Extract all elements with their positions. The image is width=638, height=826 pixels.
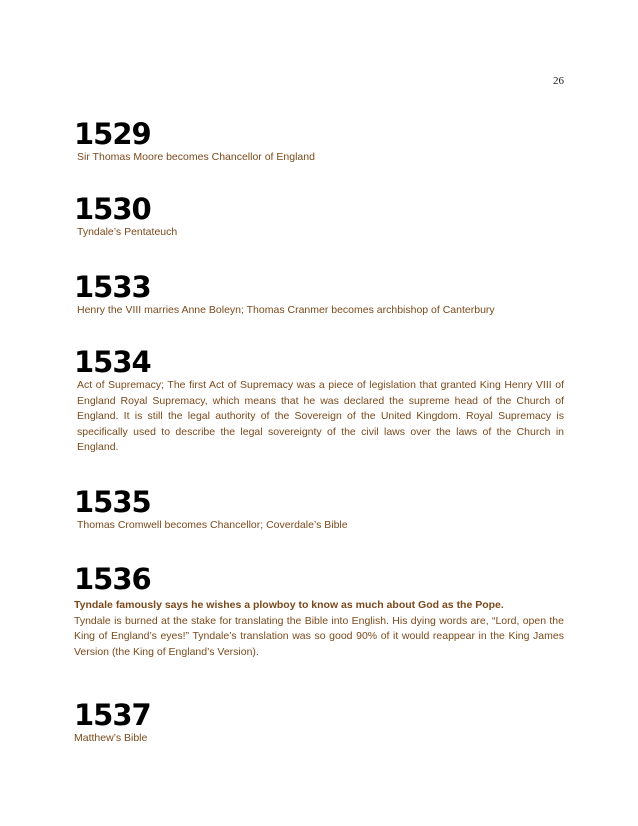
entry-year: 1535 [74, 485, 151, 519]
timeline-entry-1535 [74, 487, 564, 534]
timeline-entry-1537 [74, 700, 564, 747]
entry-year: 1530 [74, 192, 151, 226]
entry-year: 1534 [74, 345, 151, 379]
entry-description: Matthew’s Bible [74, 732, 148, 744]
entry-description: Tyndale’s Pentateuch [77, 226, 178, 238]
entry-year: 1533 [74, 270, 151, 304]
entry-year: 1536 [74, 562, 151, 596]
timeline-entry-1530 [74, 194, 564, 241]
entry-description: Act of Supremacy; The first Act of Supremacy was a piece of legislation that granted King Henry VIII of England Royal Supremacy, which means that he was declared the supreme head of the Church of England. It is still the legal authority of the Sovereign of the United Kingdom. Royal Supremacy is specifically used to describe the legal sovereignty of the civil laws over the laws of the Church in England. [77, 379, 564, 453]
timeline-entry-1534 [74, 347, 564, 456]
page-number: 26 [553, 75, 564, 87]
entry-description: Thomas Cromwell becomes Chancellor; Coverdale’s Bible [77, 519, 348, 531]
entry-description: Henry the VIII marries Anne Boleyn; Thomas Cranmer becomes archbishop of Canterbury [77, 304, 495, 316]
entry-year: 1529 [74, 117, 151, 151]
timeline-entry-1529 [74, 119, 564, 166]
entry-year: 1537 [74, 698, 151, 732]
timeline-entry-1533 [74, 272, 564, 319]
entry-quote: Tyndale famously says he wishes a plowboy to know as much about God as the Pope. [74, 599, 504, 611]
entry-description: Tyndale is burned at the stake for translating the Bible into English. His dying words are, “Lord, open the King of England’s eyes!” Tyndale’s translation was so good 90% of it would reappear in the King James Version (the King of England’s Version). [74, 614, 564, 658]
entry-description: Sir Thomas Moore becomes Chancellor of England [77, 151, 315, 163]
timeline-entry-1536 [74, 564, 564, 660]
